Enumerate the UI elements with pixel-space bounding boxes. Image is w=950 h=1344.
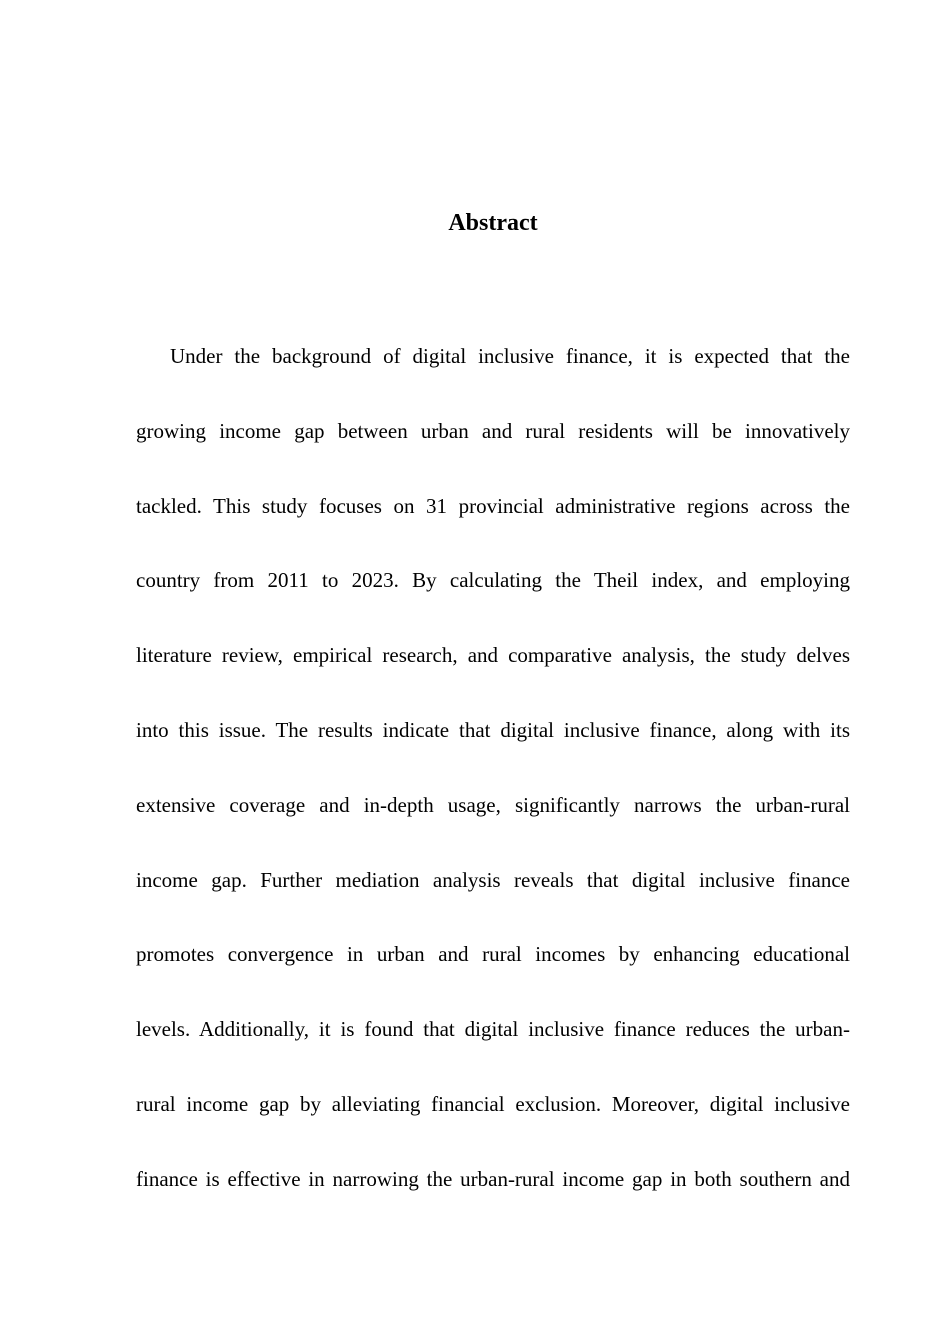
- abstract-line: promotes convergence in urban and rural incomes by enhancing educational: [136, 942, 850, 967]
- abstract-line: literature review, empirical research, and comparative analysis, the study delves: [136, 643, 850, 668]
- abstract-line: into this issue. The results indicate that digital inclusive finance, along with its: [136, 718, 850, 742]
- abstract-line: growing income gap between urban and rural residents will be innovatively: [136, 418, 850, 443]
- abstract-line: tackled. This study focuses on 31 provincial administrative regions across the: [136, 493, 850, 518]
- abstract-line: Under the background of digital inclusive finance, it is expected that the: [170, 344, 850, 368]
- abstract-line: levels. Additionally, it is found that digital inclusive finance reduces the urban-: [136, 1017, 850, 1042]
- abstract-line: rural income gap by alleviating financial exclusion. Moreover, digital inclusive: [136, 1092, 850, 1116]
- abstract-line: country from 2011 to 2023. By calculating the Theil index, and employing: [136, 568, 850, 593]
- abstract-line: income gap. Further mediation analysis reveals that digital inclusive finance: [136, 867, 850, 892]
- abstract-line: finance is effective in narrowing the urban-rural income gap in both southern and: [136, 1166, 850, 1191]
- abstract-line: extensive coverage and in-depth usage, significantly narrows the urban-rural: [136, 792, 850, 817]
- abstract-heading: Abstract: [448, 210, 538, 236]
